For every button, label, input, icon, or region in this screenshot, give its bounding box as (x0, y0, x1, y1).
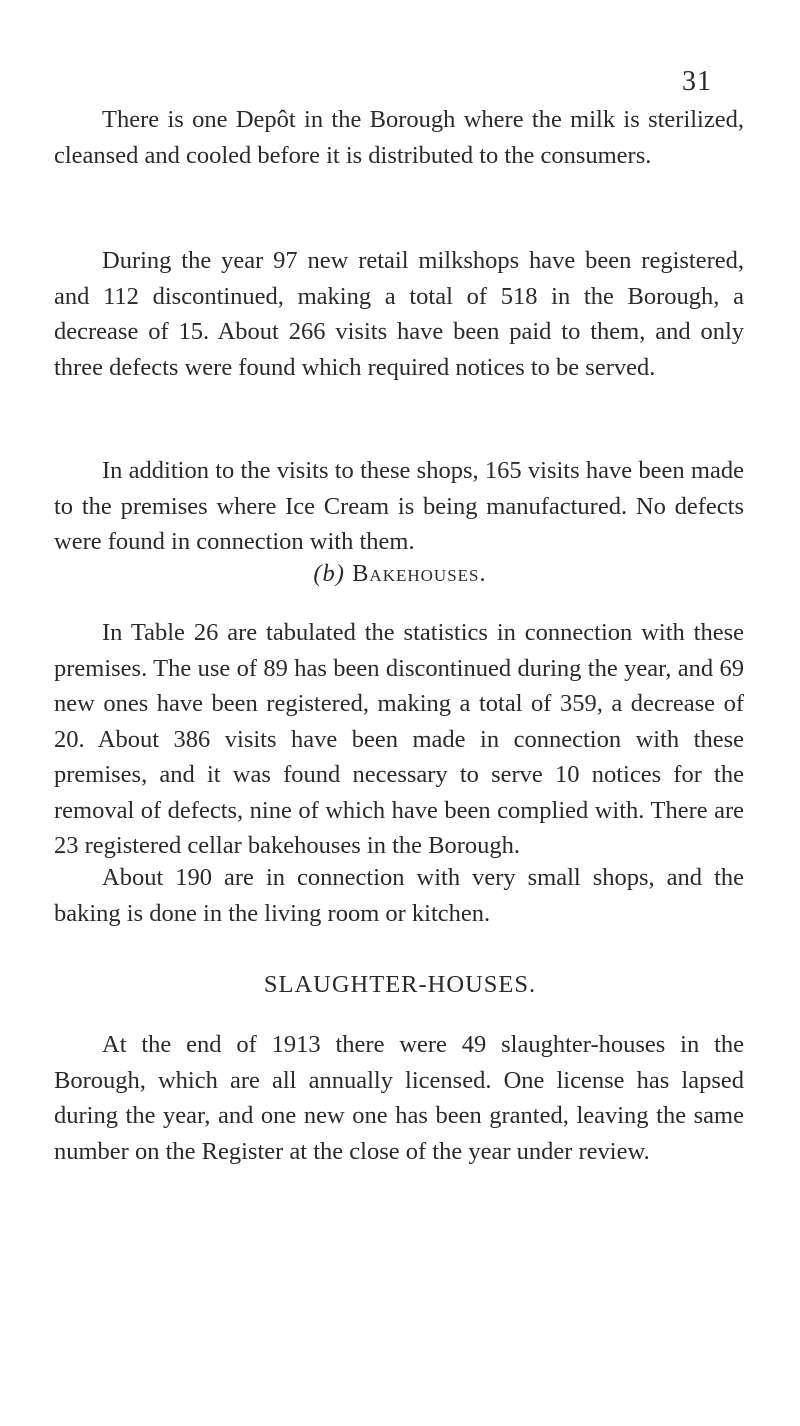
paragraph-slaughterhouses: At the end of 1913 there were 49 slaughter-houses in the Borough, which are all annually licensed. One license has lapsed during the year, and one new one has been granted, leaving the same number on the Register at the close of the year under review. (54, 1031, 744, 1165)
paragraph-milkshops: During the year 97 new retail milkshops have been registered, and 112 discontinued, making a total of 518 in the Borough, a decrease of 15. About 266 visits have been paid to them, and only three defects were found which required notices to be served. (54, 247, 744, 381)
paragraph-ice-cream: In addition to the visits to these shops, 165 visits have been made to the premises where Ice Cream is being manufactured. No defects were found in connection with them. (54, 457, 744, 555)
section-marker: (b) (313, 560, 345, 587)
section-heading-slaughterhouses: SLAUGHTER-HOUSES. (263, 971, 537, 998)
section-heading-bakehouses (0, 556, 800, 592)
section-title: Bakehouses. (352, 560, 487, 587)
page-number: 31 (682, 66, 712, 97)
paragraph-bakehouses-statistics: In Table 26 are tabulated the statistics in connection with these premises. The use of 89 has been discontinued during the year, and 69 new ones have been registered, making a total of 359, a decrease of 20. About 386 visits have been made in connection with these premises, and it was found necessary to serve 10 notices for the removal of defects, nine of which have been complied with. There are 23 registered cellar bakehouses in the Borough. (54, 619, 744, 859)
paragraph-milk-depot: There is one Depôt in the Borough where the milk is sterilized, cleansed and cooled before it is distributed to the consumers. (54, 106, 744, 169)
paragraph-small-shops: About 190 are in connection with very small shops, and the baking is done in the living room or kitchen. (54, 864, 744, 927)
